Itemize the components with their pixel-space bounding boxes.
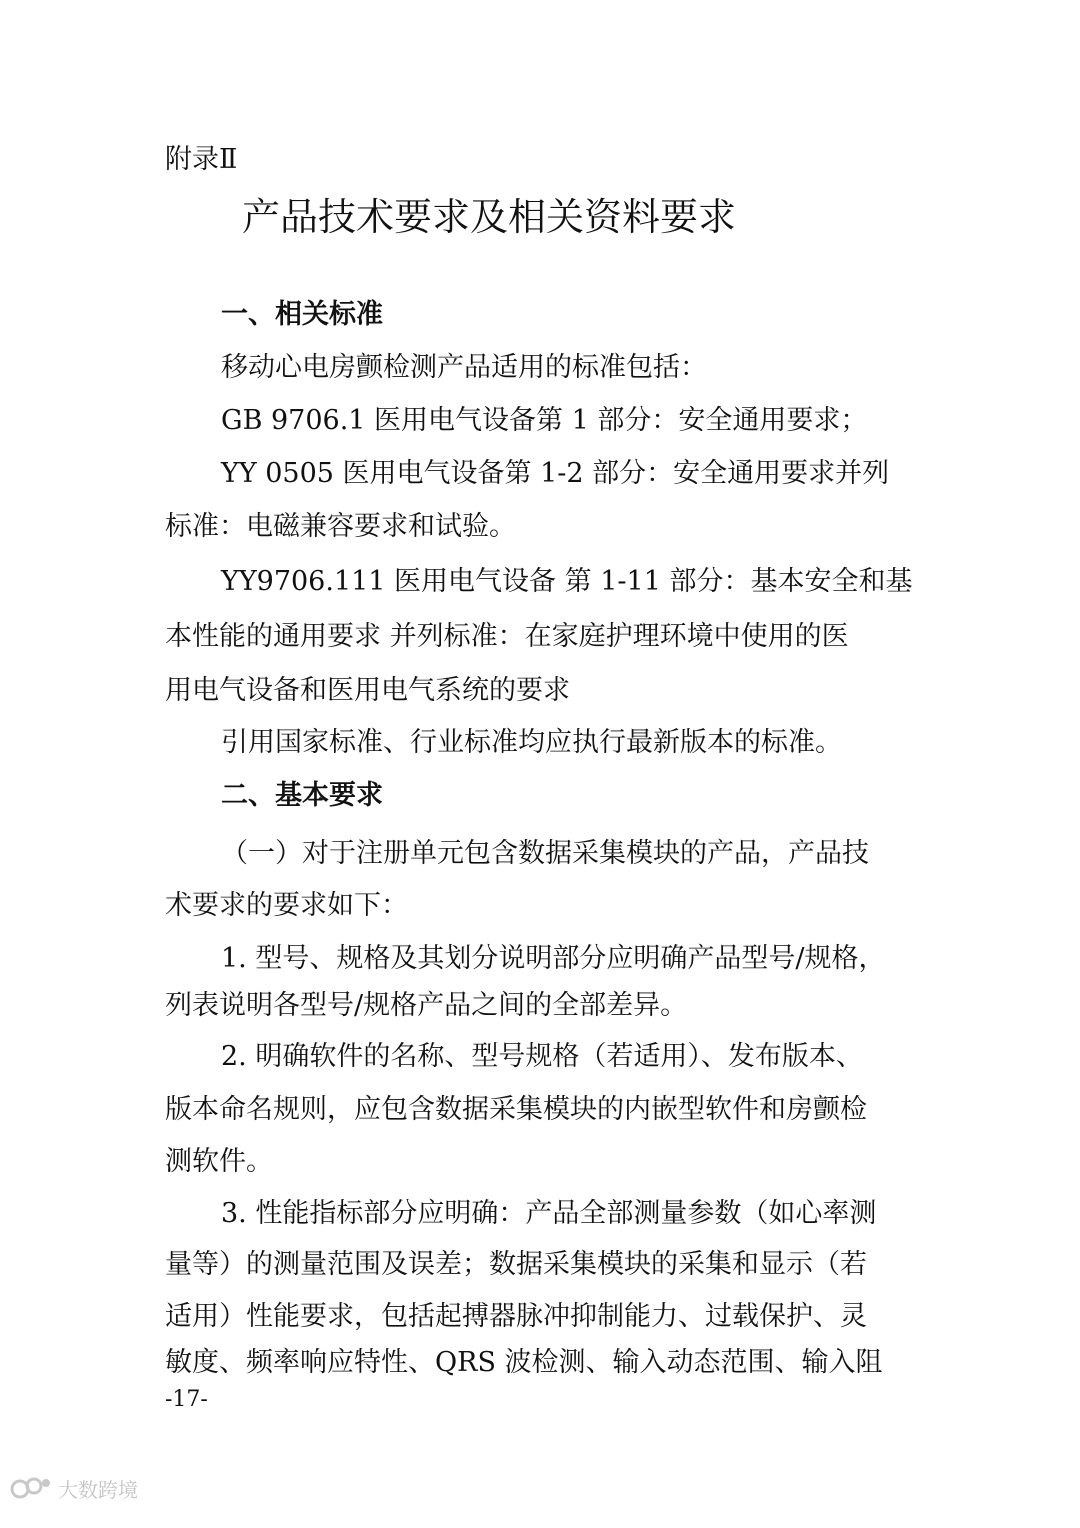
body-line: 3. 性能指标部分应明确：产品全部测量参数（如心率测 bbox=[221, 1198, 877, 1229]
body-line: 测软件。 bbox=[165, 1146, 273, 1177]
body-line: 版本命名规则，应包含数据采集模块的内嵌型软件和房颤检 bbox=[165, 1094, 867, 1125]
body-line: 敏度、频率响应特性、QRS 波检测、输入动态范围、输入阻 bbox=[165, 1347, 883, 1378]
body-line: 适用）性能要求，包括起搏器脉冲抑制能力、过载保护、灵 bbox=[165, 1301, 867, 1332]
body-line: 移动心电房颤检测产品适用的标准包括： bbox=[221, 352, 707, 383]
appendix-label: 附录Ⅱ bbox=[165, 144, 238, 175]
body-line: 2. 明确软件的名称、型号规格（若适用）、发布版本、 bbox=[221, 1041, 863, 1072]
body-line: 引用国家标准、行业标准均应执行最新版本的标准。 bbox=[221, 727, 842, 758]
body-line: 量等）的测量范围及误差；数据采集模块的采集和显示（若 bbox=[165, 1249, 867, 1280]
section-heading: 二、基本要求 bbox=[221, 780, 383, 811]
section-heading: 一、相关标准 bbox=[221, 299, 383, 330]
body-line: 本性能的通用要求 并列标准：在家庭护理环境中使用的医 bbox=[165, 621, 849, 652]
body-line: 列表说明各型号/规格产品之间的全部差异。 bbox=[165, 990, 688, 1021]
watermark-text: 大数跨境 bbox=[58, 1477, 138, 1502]
document-title: 产品技术要求及相关资料要求 bbox=[242, 195, 737, 239]
body-line: 术要求的要求如下： bbox=[165, 890, 408, 921]
body-line: YY9706.111 医用电气设备 第 1-11 部分：基本安全和基 bbox=[221, 566, 913, 597]
body-line: 1. 型号、规格及其划分说明部分应明确产品型号/规格， bbox=[221, 943, 886, 974]
body-line: 标准：电磁兼容要求和试验。 bbox=[165, 511, 516, 542]
logo-icon bbox=[10, 1473, 52, 1503]
body-line: YY 0505 医用电气设备第 1-2 部分：安全通用要求并列 bbox=[221, 458, 890, 489]
watermark bbox=[10, 1473, 138, 1503]
body-line: （一）对于注册单元包含数据采集模块的产品，产品技 bbox=[221, 838, 869, 869]
page-number: -17- bbox=[165, 1387, 208, 1412]
body-line: GB 9706.1 医用电气设备第 1 部分：安全通用要求； bbox=[221, 405, 868, 436]
body-line: 用电气设备和医用电气系统的要求 bbox=[165, 675, 570, 706]
